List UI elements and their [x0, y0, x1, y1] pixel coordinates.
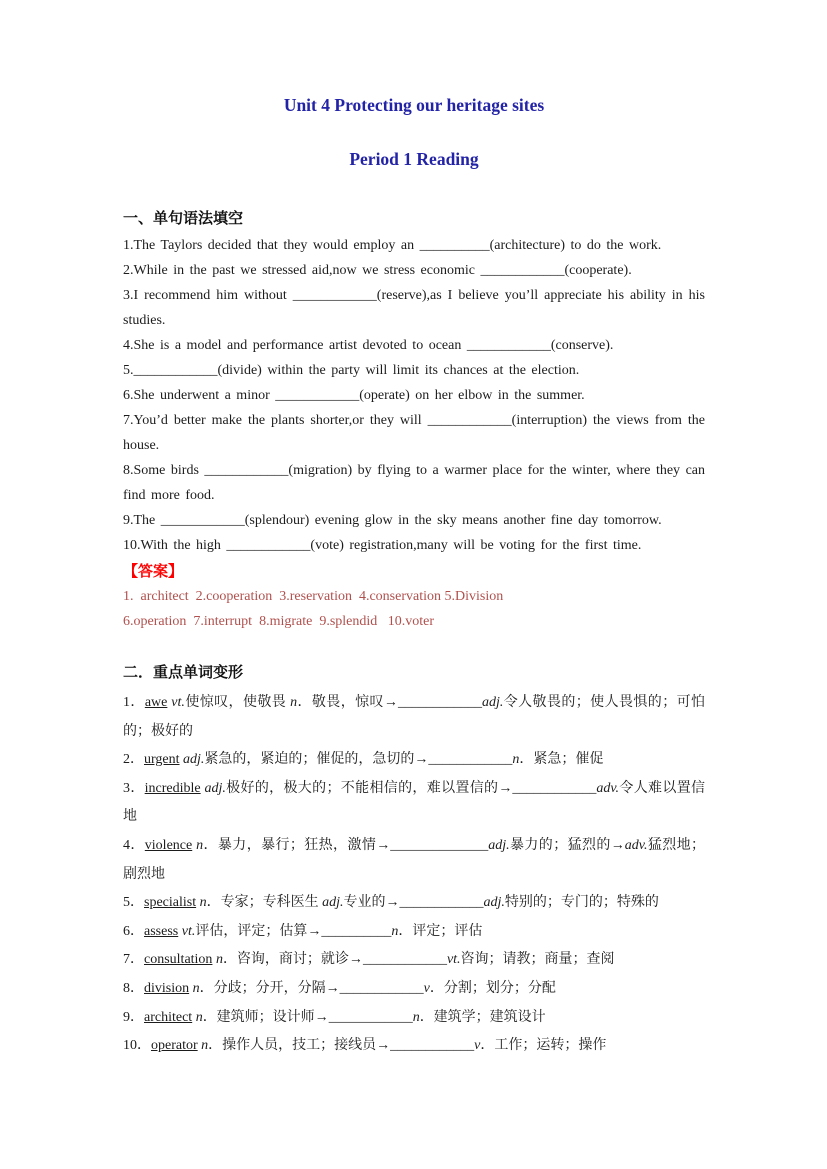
- sentence-item: 7.You’d better make the plants shorter,or they will ____________(interruption) the views from the house.: [123, 413, 705, 453]
- word-item: 2．urgent adj.紧急的，紧迫的；催促的，急切的→____________n．紧急；催促: [123, 752, 604, 768]
- section-word-transform: [123, 661, 705, 1061]
- sentence-item: 5.____________(divide) within the party will limit its chances at the election.: [123, 363, 580, 378]
- sentence-item: 3.I recommend him without ____________(reserve),as I believe you’ll appreciate his ability in his studies.: [123, 288, 705, 328]
- section-grammar-fill: [123, 207, 705, 634]
- answers-label: 【答案】: [123, 563, 184, 580]
- word-item: 3．incredible adj.极好的，极大的；不能相信的，难以置信的→____________adv.令人难以置信地: [123, 780, 706, 825]
- sentence-item: 4.She is a model and performance artist devoted to ocean ____________(conserve).: [123, 338, 614, 353]
- sentence-item: 1.The Taylors decided that they would employ an __________(architecture) to do the work.: [123, 238, 662, 253]
- word-item: 10．operator n．操作人员，技工；接线员→____________v．工作；运转；操作: [123, 1038, 607, 1054]
- sentence-list: [123, 233, 705, 558]
- section2-heading: 二．重点单词变形: [123, 664, 244, 681]
- answers-block: [123, 584, 705, 634]
- sentence-item: 10.With the high ____________(vote) registration,many will be voting for the first time.: [123, 538, 642, 553]
- word-item: 5．specialist n．专家；专科医生 adj.专业的→____________adj.特别的；专门的；特殊的: [123, 895, 659, 911]
- word-item: 9．architect n．建筑师；设计师→____________n．建筑学；建筑设计: [123, 1009, 546, 1025]
- word-item: 1．awe vt.使惊叹，使敬畏 n．敬畏，惊叹→____________adj.令人敬畏的；使人畏惧的；可怕的；极好的: [123, 695, 706, 739]
- word-item: 8．division n．分歧；分开，分隔→____________v．分割；划分；分配: [123, 980, 556, 996]
- word-item: 7．consultation n．咨询，商讨；就诊→____________vt.咨询；请教；商量；查阅: [123, 952, 615, 968]
- document-title: Unit 4 Protecting our heritage sites: [283, 95, 545, 115]
- answers-line-1: 1. architect 2.cooperation 3.reservation 4.conservation 5.Division: [123, 589, 504, 604]
- sentence-item: 2.While in the past we stressed aid,now we stress economic ____________(cooperate).: [123, 263, 632, 278]
- word-item: 4．violence n．暴力，暴行；狂热，激情→______________adj.暴力的；猛烈的→adv.猛烈地；剧烈地: [123, 837, 706, 882]
- section1-heading: 一、单句语法填空: [123, 210, 244, 227]
- sentence-item: 6.She underwent a minor ____________(operate) on her elbow in the summer.: [123, 388, 585, 403]
- answers-line-2: 6.operation 7.interrupt 8.migrate 9.splendid 10.voter: [123, 614, 435, 629]
- sentence-item: 9.The ____________(splendour) evening glow in the sky means another fine day tomorrow.: [123, 513, 662, 528]
- sentence-item: 8.Some birds ____________(migration) by flying to a warmer place for the winter, where they can find more food.: [123, 463, 705, 503]
- word-item: 6．assess vt.评估，评定；估算→__________n．评定；评估: [123, 923, 483, 939]
- word-item-list: [123, 689, 705, 1061]
- document-subtitle: Period 1 Reading: [349, 149, 479, 169]
